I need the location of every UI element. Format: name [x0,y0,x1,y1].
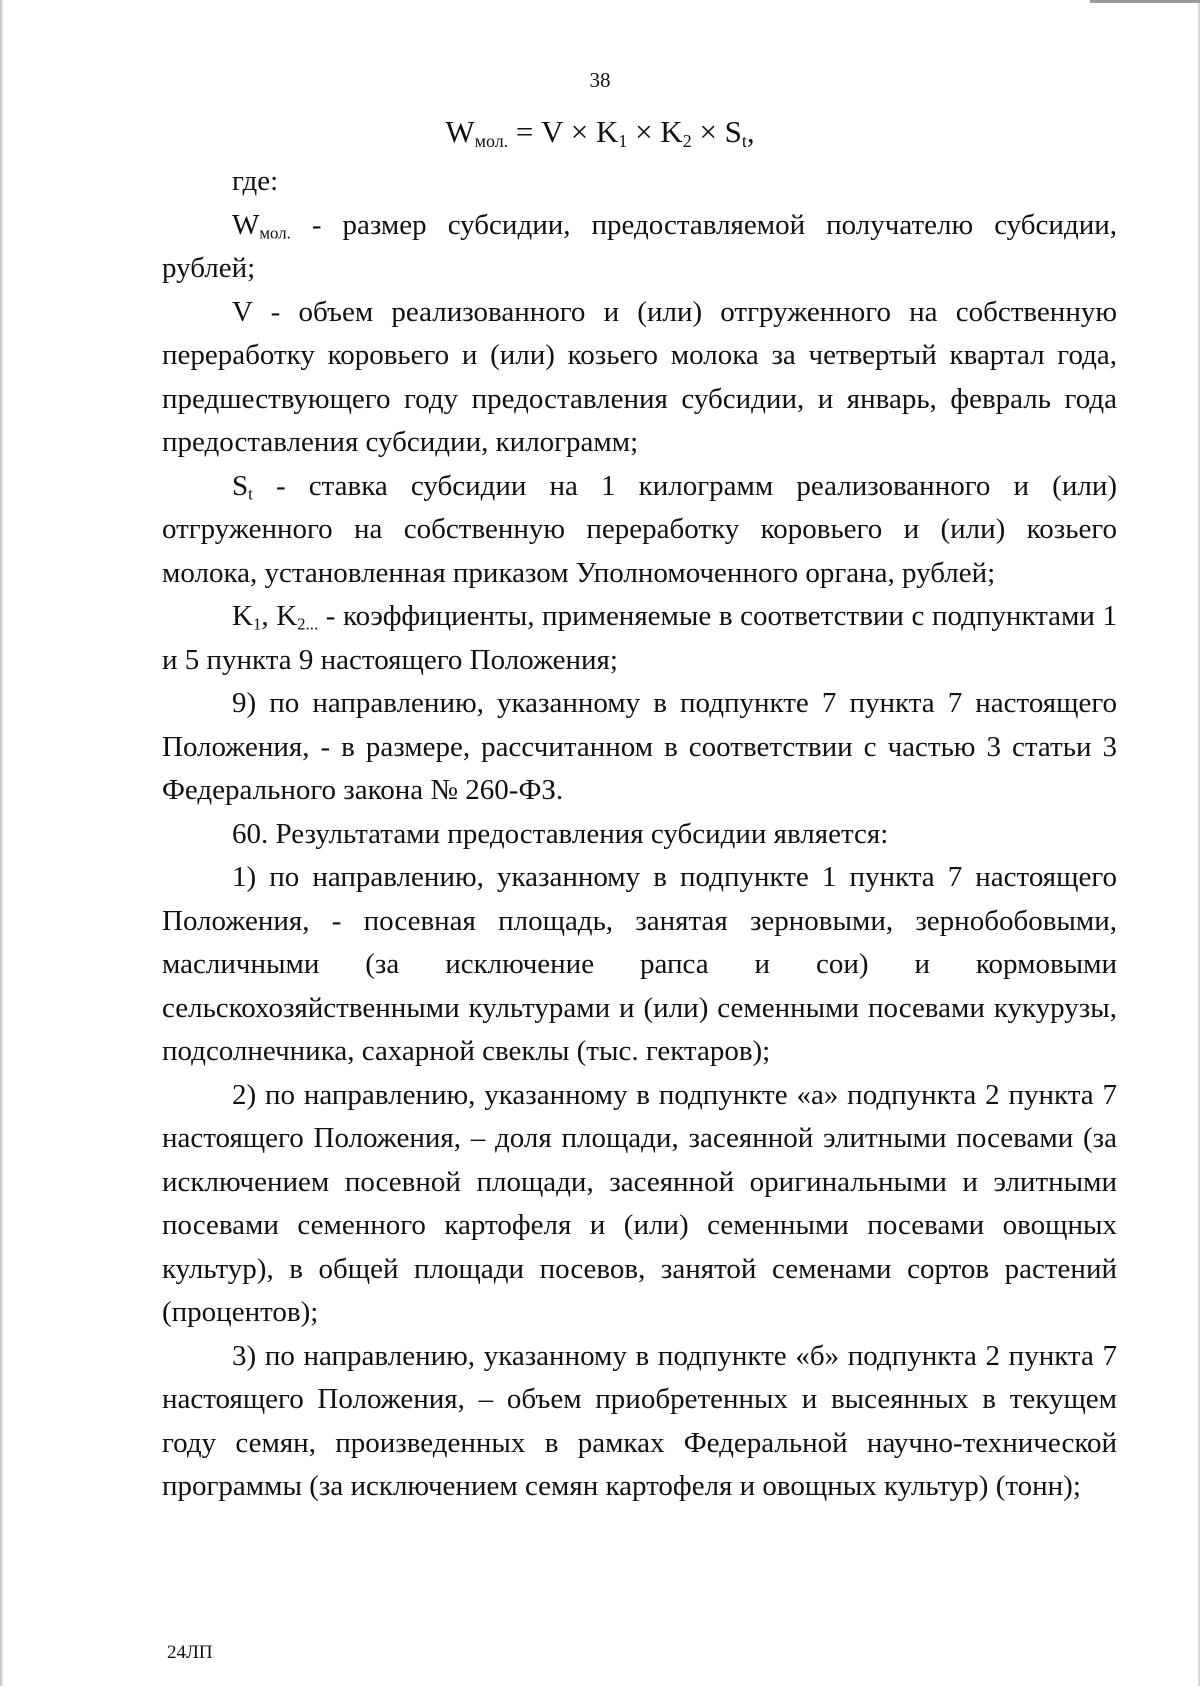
scan-edge-top-right [1090,0,1200,3]
definition-k-separator: , [261,600,277,632]
definition-w-symbol: W [232,208,260,241]
formula-part-s: × S [691,114,742,149]
result-1-paragraph: 1) по направлению, указанному в подпункте 1 пункта 7 настоящего Положения, - посевная площадь, занятая зерновыми, зернобобовыми, масличными (за исключение рапса и сои) и кормовыми сельскохозяйственными культурами и (или) семенными посевами кукурузы, подсолнечника, сахарной свеклы (тыс. гектаров); [162,861,1117,1067]
definition-w [162,204,1117,291]
document-body [162,160,1117,1509]
definition-k1-symbol: K [232,600,253,632]
subsidy-formula [0,112,1200,152]
item-60-paragraph: 60. Результатами предоставления субсидии является: [232,817,889,850]
footer-code: 24ЛП [167,1642,213,1663]
definition-st-text: - ставка субсидии на 1 килограмм реализованного и (или) отгруженного на собственную переработку коровьего и (или) козьего молока, установленная приказом Уполномоченного органа, рублей; [162,469,1117,589]
page-number: 38 [589,68,611,92]
where-label: где: [232,165,279,197]
definition-v: V - объем реализованного и (или) отгруженного на собственную переработку коровьего и (или) козьего молока за четвертый квартал года, предшествующего году предоставления субсидии, и январь, февраль года предоставления субсидии, килограмм; [162,295,1117,458]
scan-edge-left [0,0,4,1686]
definition-k2-subscript: 2... [297,614,319,634]
formula-k2-subscript: 2 [682,131,692,152]
formula-k1-subscript: 1 [618,131,628,152]
definition-w-text: - размер субсидии, предоставляемой получателю субсидии, рублей; [162,208,1117,284]
definition-st [162,465,1117,596]
formula-st-subscript: t [741,131,747,152]
formula-part-k: × K [627,114,683,149]
formula-part-v-k: = V × K [508,114,619,149]
definition-st-subscript: t [248,484,253,504]
item-9-paragraph: 9) по направлению, указанному в подпункте 7 пункта 7 настоящего Положения, - в размере, рассчитанном в соответствии с частью 3 статьи 3 Федерального закона № 260-ФЗ. [162,687,1117,806]
result-2-paragraph: 2) по направлению, указанному в подпункте «а» подпункта 2 пункта 7 настоящего Положения, – доля площади, засеянной элитными посевами (за исключением посевной площади, засеянной оригинальными и элитными посевами семенного картофеля и (или) семенными посевами овощных культур), в общей площади посевов, занятой семенами сортов растений (процентов); [162,1078,1117,1328]
definition-k-text: - коэффициенты, применяемые в соответствии с подпунктами 1 и 5 пункта 9 настоящего Положения; [162,600,1117,676]
definition-k [162,595,1117,682]
formula-comma: , [746,114,755,149]
definition-k2-symbol: K [276,600,298,632]
formula-w-subscript: мол. [474,131,509,152]
definition-w-subscript: мол. [259,223,291,243]
definition-k1-subscript: 1 [252,614,262,634]
result-3-paragraph: 3) по направлению, указанному в подпункте «б» подпункта 2 пункта 7 настоящего Положения, – объем приобретенных и высеянных в текущем году семян, произведенных в рамках Федеральной научно-технической программы (за исключением семян картофеля и овощных культур) (тонн); [162,1339,1117,1502]
formula-w: W [445,114,475,149]
definition-st-symbol: S [232,469,249,502]
